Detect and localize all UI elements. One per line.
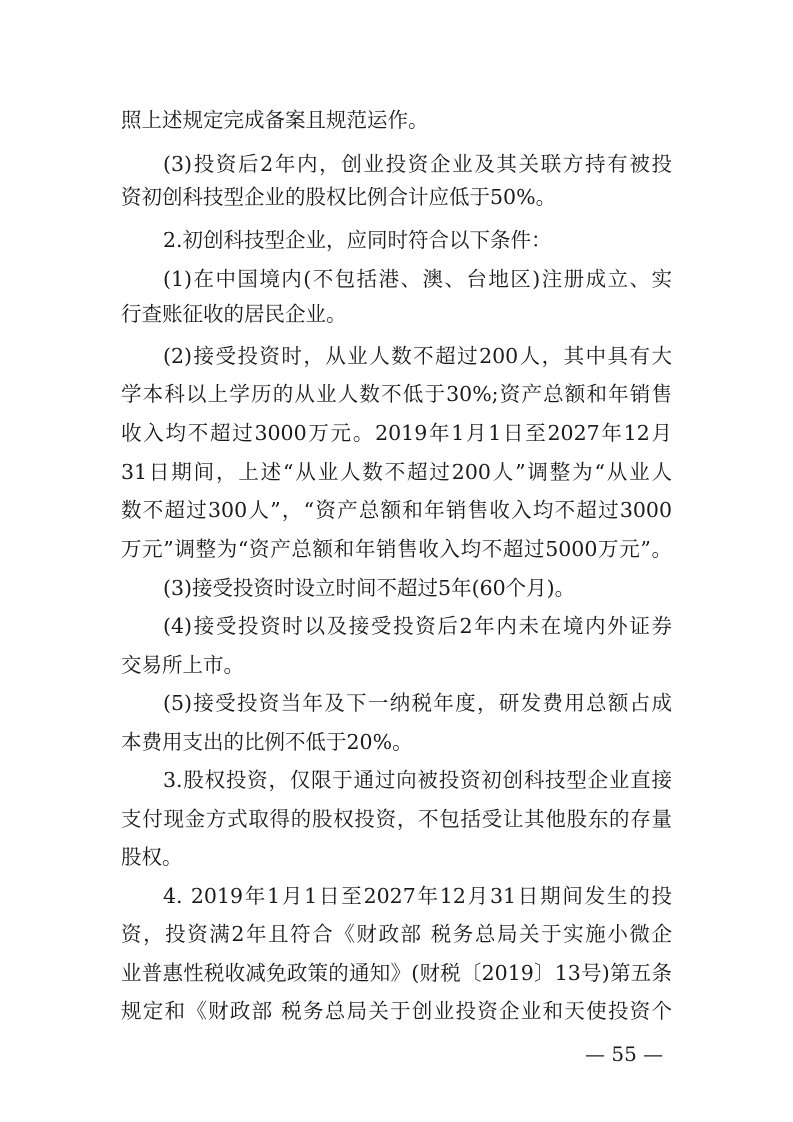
text-line: 股权。 bbox=[121, 845, 183, 869]
text-line: 业普惠性税收减免政策的通知》(财税〔2019〕13号)第五条 bbox=[121, 961, 672, 985]
text-line: 数不超过300人”，“资产总额和年销售收入均不超过3000 bbox=[121, 498, 672, 522]
text-line: 照上述规定完成备案且规范运作。 bbox=[121, 108, 429, 132]
page-number: — 55 — bbox=[585, 1042, 664, 1066]
text-line: 万元”调整为“资产总额和年销售收入均不超过5000万元”。 bbox=[121, 537, 672, 561]
text-line: 3.股权投资，仅限于通过向被投资初创科技型企业直接 bbox=[163, 768, 672, 792]
text-line: 资初创科技型企业的股权比例合计应低于50%。 bbox=[121, 185, 557, 209]
text-line: 收入均不超过3000万元。2019年1月1日至2027年12月 bbox=[121, 421, 672, 445]
text-line: (4)接受投资时以及接受投资后2年内未在境内外证券 bbox=[163, 614, 672, 638]
text-line: (2)接受投资时，从业人数不超过200人，其中具有大 bbox=[163, 344, 672, 368]
text-line: (3)投资后2年内，创业投资企业及其关联方持有被投 bbox=[163, 152, 672, 176]
text-line: (1)在中国境内(不包括港、澳、台地区)注册成立、实 bbox=[163, 267, 672, 291]
text-line: 资，投资满2年且符合《财政部 税务总局关于实施小微企 bbox=[121, 922, 672, 946]
text-line: 4. 2019年1月1日至2027年12月31日期间发生的投 bbox=[163, 884, 672, 908]
text-line: (3)接受投资时设立时间不超过5年(60个月)。 bbox=[163, 576, 576, 600]
text-line: 2.初创科技型企业，应同时符合以下条件： bbox=[163, 228, 552, 252]
text-line: 交易所上市。 bbox=[121, 653, 244, 677]
text-line: 行查账征收的居民企业。 bbox=[121, 302, 347, 326]
text-line: 规定和《财政部 税务总局关于创业投资企业和天使投资个 bbox=[121, 999, 672, 1023]
text-line: 本费用支出的比例不低于20%。 bbox=[121, 730, 413, 754]
text-line: 学本科以上学历的从业人数不低于30%;资产总额和年销售 bbox=[121, 382, 672, 406]
text-line: (5)接受投资当年及下一纳税年度，研发费用总额占成 bbox=[163, 691, 672, 715]
text-line: 31日期间，上述“从业人数不超过200人”调整为“从业人 bbox=[121, 460, 672, 484]
text-line: 支付现金方式取得的股权投资，不包括受让其他股东的存量 bbox=[121, 807, 672, 831]
